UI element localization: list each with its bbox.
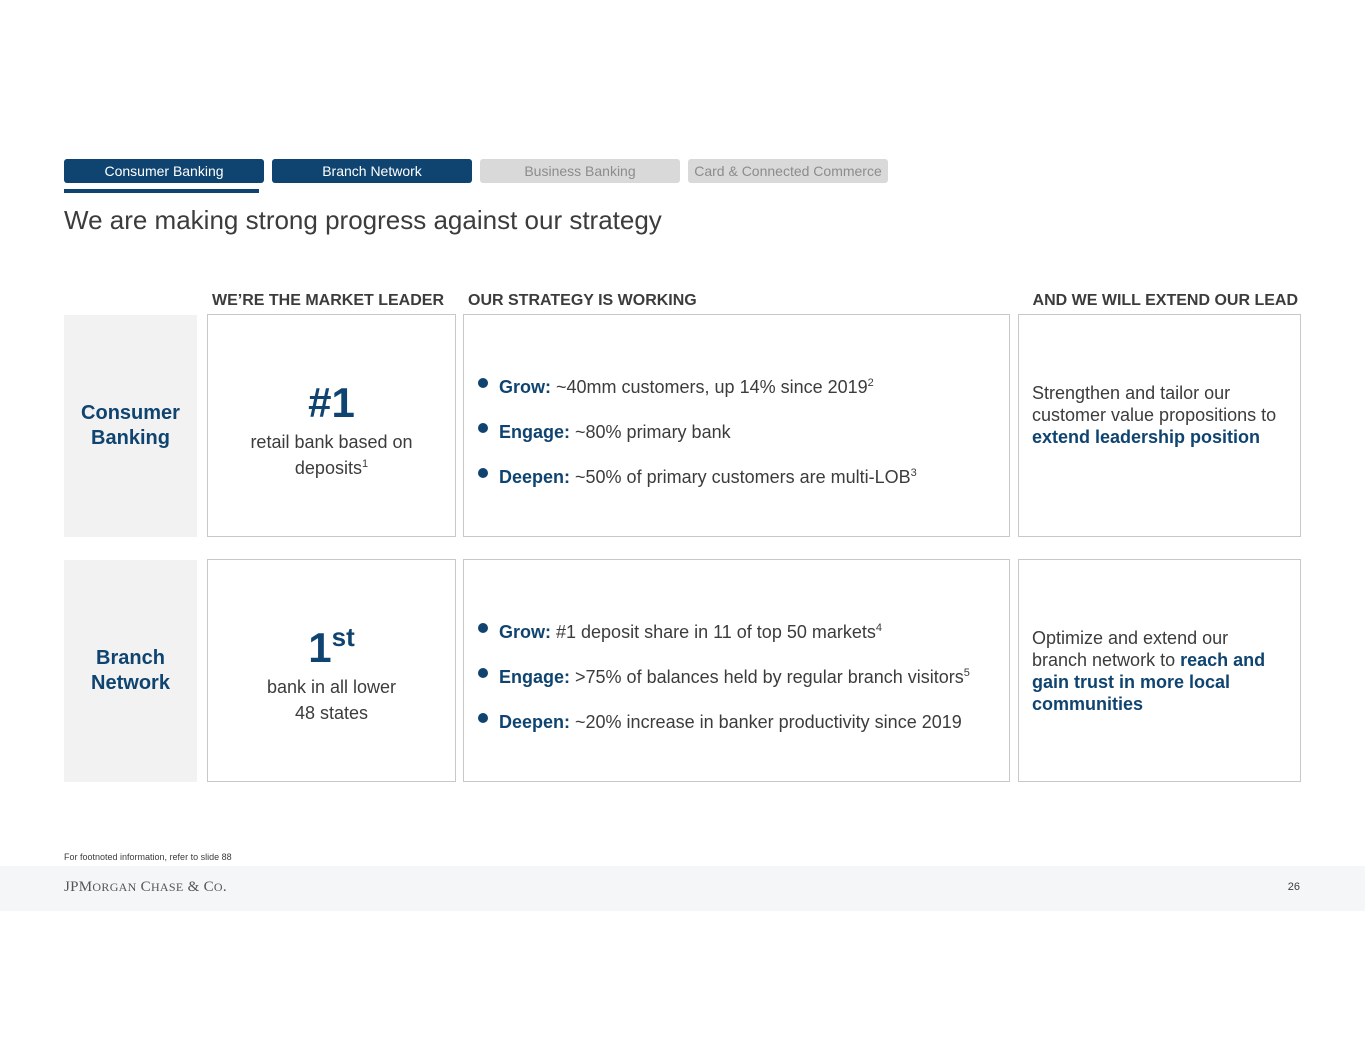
bullet-text: #1 deposit share in 11 of top 50 markets [551, 622, 876, 642]
bullet-heading: Engage: [499, 422, 571, 442]
row-label-line: Network [91, 672, 170, 694]
tab-card-connected-commerce[interactable]: Card & Connected Commerce [688, 159, 888, 183]
bullet-text: ~20% increase in banker productivity since 2019 [570, 712, 962, 732]
leader-description [208, 676, 455, 724]
market-leader-box [207, 314, 456, 537]
stat-value: 1 [308, 624, 332, 671]
strategy-bullet-list [478, 372, 917, 507]
column-header-leader: WE’RE THE MARKET LEADER [212, 292, 444, 309]
extend-lead-text [1032, 382, 1282, 448]
bullet-heading: Grow: [499, 377, 551, 397]
row-label-consumer-banking [64, 315, 197, 537]
strategy-bullet [478, 707, 970, 752]
extend-text-emphasis: extend leadership position [1032, 427, 1261, 447]
extend-text-plain: Strengthen and tailor our customer value propositions to [1032, 383, 1277, 425]
bullet-heading: Grow: [499, 622, 551, 642]
footnote-ref: 4 [875, 622, 882, 634]
company-logo: JPMORGAN CHASE & CO. [64, 879, 227, 895]
tab-consumer-banking[interactable]: Consumer Banking [64, 159, 264, 183]
footnote-ref: 2 [867, 377, 874, 389]
extend-text-emphasis: reach and gain trust in more local communities [1032, 650, 1266, 714]
strategy-bullet [478, 417, 917, 462]
leader-stat [208, 379, 455, 427]
bullet-dot-icon [478, 378, 488, 388]
strategy-bullet-list [478, 617, 970, 752]
bullet-heading: Deepen: [499, 467, 571, 487]
row-label-line: Banking [91, 427, 170, 449]
leader-description [208, 431, 455, 479]
bullet-dot-icon [478, 623, 488, 633]
extend-lead-box [1018, 314, 1301, 537]
bullet-heading: Deepen: [499, 712, 571, 732]
extend-lead-text [1032, 627, 1282, 715]
strategy-box [463, 314, 1010, 537]
bullet-text: ~80% primary bank [570, 422, 731, 442]
stat-value: #1 [308, 379, 355, 426]
page-number: 26 [1287, 881, 1300, 893]
extend-lead-box [1018, 559, 1301, 782]
strategy-bullet [478, 617, 970, 662]
row-label-line: Branch [96, 647, 165, 669]
row-label-line: Consumer [81, 402, 180, 424]
description-line: bank in all lower [266, 677, 397, 697]
footnote-ref: 3 [910, 467, 917, 479]
description-line: retail bank based on [250, 432, 413, 452]
active-tab-underline [64, 189, 259, 193]
extend-text-plain: Optimize and extend our branch network to [1032, 628, 1229, 670]
page-title: We are making strong progress against our strategy [64, 205, 662, 235]
bullet-text: >75% of balances held by regular branch visitors [570, 667, 964, 687]
footnote-ref: 1 [361, 458, 369, 470]
bullet-text: ~40mm customers, up 14% since 2019 [551, 377, 868, 397]
tab-business-banking[interactable]: Business Banking [480, 159, 680, 183]
strategy-box [463, 559, 1010, 782]
strategy-bullet [478, 662, 970, 707]
bullet-dot-icon [478, 423, 488, 433]
bullet-dot-icon [478, 468, 488, 478]
bullet-heading: Engage: [499, 667, 571, 687]
footnote-ref: 5 [963, 667, 970, 679]
strategy-bullet [478, 372, 917, 417]
bullet-dot-icon [478, 713, 488, 723]
description-line: deposits [294, 458, 362, 478]
market-leader-box [207, 559, 456, 782]
column-header-extend: AND WE WILL EXTEND OUR LEAD [1032, 292, 1298, 309]
footnote-text: For footnoted information, refer to slide 88 [64, 852, 232, 862]
column-header-strategy: OUR STRATEGY IS WORKING [468, 292, 697, 309]
tab-branch-network[interactable]: Branch Network [272, 159, 472, 183]
description-line: 48 states [294, 703, 369, 723]
bullet-text: ~50% of primary customers are multi-LOB [570, 467, 911, 487]
strategy-bullet [478, 462, 917, 507]
stat-suffix: st [331, 622, 355, 652]
leader-stat [208, 624, 455, 672]
bullet-dot-icon [478, 668, 488, 678]
row-label-branch-network [64, 560, 197, 782]
